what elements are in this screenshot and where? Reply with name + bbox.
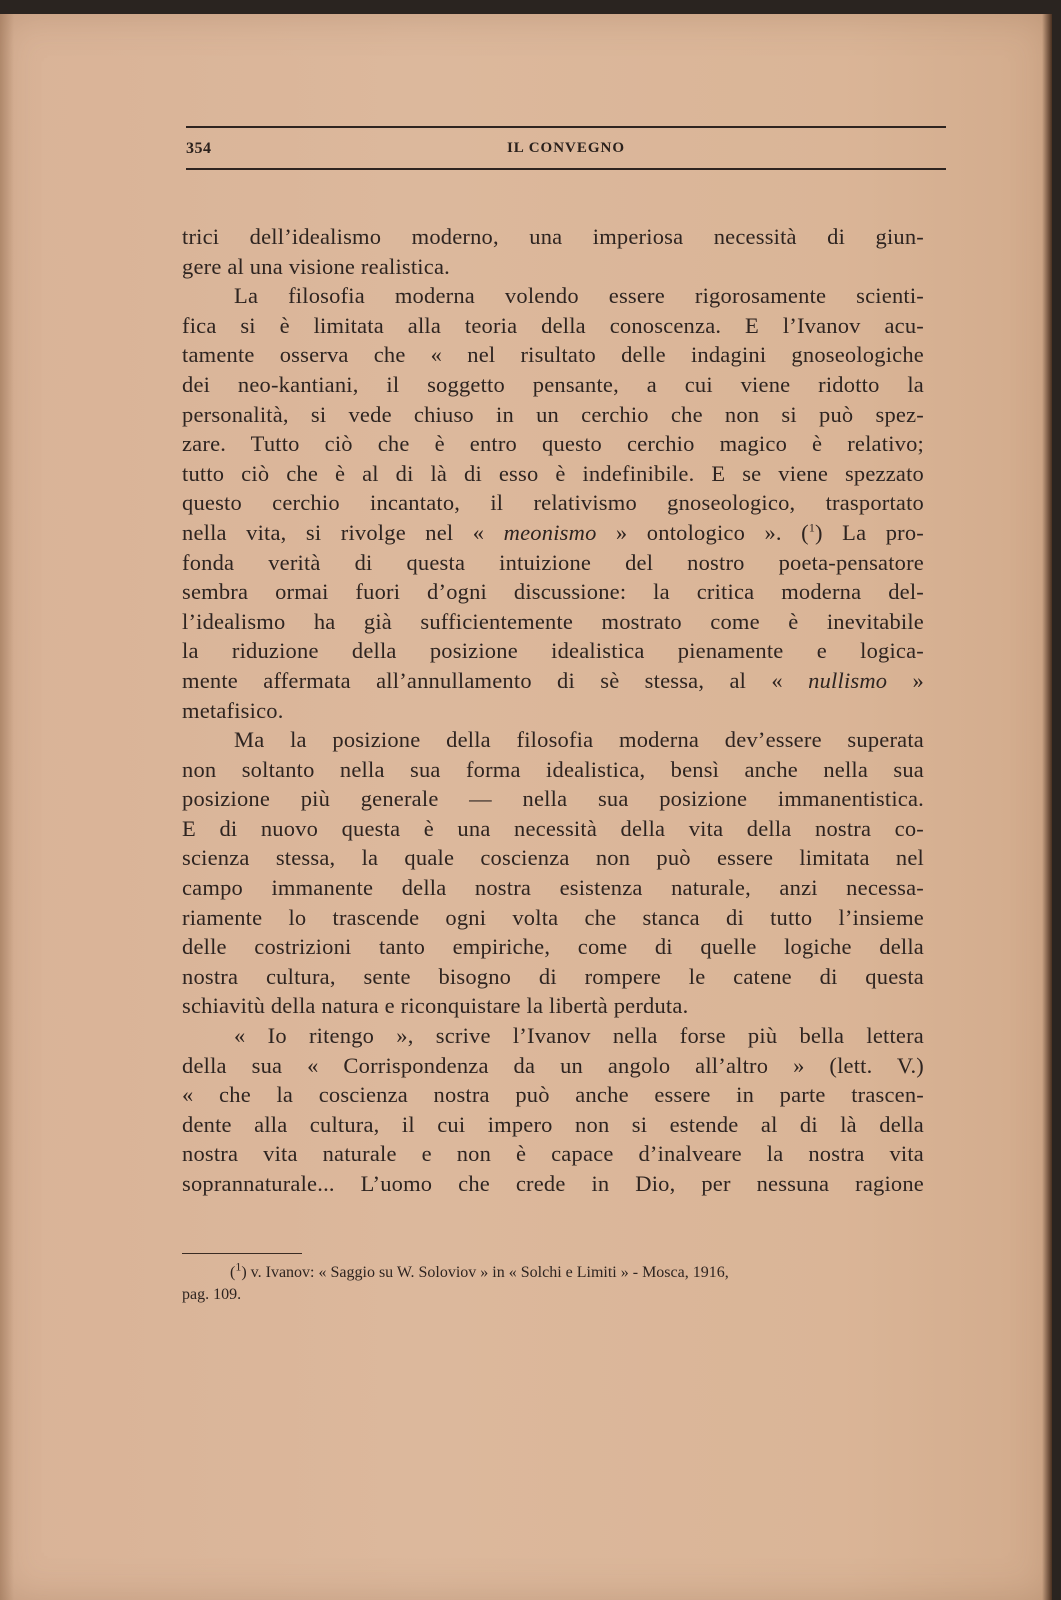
text-line: posizione più generale — nella sua posizione immanentistica.	[182, 786, 924, 812]
text-line: personalità, si vede chiuso in un cerchio che non si può spez-	[182, 401, 924, 427]
header-rule-top	[186, 126, 946, 128]
page-number: 354	[186, 140, 212, 157]
text-line: metafisico.	[182, 697, 284, 723]
footnote-rule	[182, 1253, 302, 1254]
header-rule-bottom	[186, 168, 946, 170]
text-line: nostra cultura, sente bisogno di rompere le catene di questa	[182, 963, 924, 989]
text-line: la riduzione della posizione idealistica pienamente e logica-	[182, 638, 924, 664]
footnote-marker: 1	[235, 1259, 242, 1274]
italic-term: nullismo	[808, 667, 888, 693]
text-line: nostra vita naturale e non è capace d’inalveare la nostra vita	[182, 1141, 924, 1167]
text-line: scienza stessa, la quale coscienza non può essere limitata nel	[182, 845, 924, 871]
text-line: tamente osserva che « nel risultato delle indagini gnoseologiche	[182, 342, 924, 368]
text-line: E di nuovo questa è una necessità della vita della nostra co-	[182, 815, 924, 841]
running-title: IL CONVEGNO	[506, 140, 626, 156]
text-line: tutto ciò che è al di là di esso è indefinibile. E se viene spezzato	[182, 460, 924, 486]
text-line: trici dell’idealismo moderno, una imperiosa necessità di giun-	[182, 224, 924, 249]
text-line: La filosofia moderna volendo essere rigorosamente scienti-	[234, 283, 924, 309]
text-line: sembra ormai fuori d’ogni discussione: la critica moderna del-	[182, 579, 924, 605]
text-line: fonda verità di questa intuizione del nostro poeta-pensatore	[182, 549, 924, 575]
text-line: Ma la posizione della filosofia moderna dev’essere superata	[234, 727, 924, 753]
text-line: gere al una visione realistica.	[182, 253, 450, 279]
text-line: campo immanente della nostra esistenza naturale, anzi necessa-	[182, 875, 924, 901]
text-line: « Io ritengo », scrive l’Ivanov nella forse più bella lettera	[234, 1023, 924, 1049]
footnote	[182, 1259, 924, 1306]
text-line: zare. Tutto ciò che è entro questo cerchio magico è relativo;	[182, 431, 924, 457]
footnote-line: pag. 109.	[182, 1286, 242, 1303]
text-line: della sua « Corrispondenza da un angolo all’altro » (lett. V.)	[182, 1052, 924, 1078]
text-line: fica si è limitata alla teoria della conoscenza. E l’Ivanov acu-	[182, 312, 924, 338]
footnote-line: ($^1$) v. Ivanov: « Saggio su W. Soloviov » in « Solchi e Limiti » - Mosca, 1916,	[230, 1259, 729, 1281]
text-line: riamente lo trascende ogni volta che stanca di tutto l’insieme	[182, 904, 924, 930]
text-line: dente alla cultura, il cui impero non si estende al di là della	[182, 1111, 924, 1137]
text-line: nella vita, si rivolge nel « meonismo » ontologico ». ($^1$) La pro-	[182, 519, 924, 545]
italic-term: meonismo	[503, 519, 597, 545]
text-line: questo cerchio incantato, il relativismo gnoseologico, trasportato	[182, 490, 924, 516]
text-line: mente affermata all’annullamento di sè stessa, al « nullismo »	[182, 667, 924, 693]
text-line: non soltanto nella sua forma idealistica, bensì anche nella sua	[182, 756, 924, 782]
text-line: schiavitù della natura e riconquistare la libertà perduta.	[182, 993, 689, 1019]
text-line: delle costrizioni tanto empiriche, come di quelle logiche della	[182, 934, 924, 960]
text-line: « che la coscienza nostra può anche essere in parte trascen-	[182, 1082, 924, 1108]
footnote-ref: 1	[808, 520, 816, 535]
text-line: soprannaturale... L’uomo che crede in Dio, per nessuna ragione	[182, 1171, 924, 1196]
body-text	[182, 222, 924, 1199]
text-line: l’idealismo ha già sufficientemente mostrato come è inevitabile	[182, 608, 924, 634]
running-header	[186, 140, 946, 164]
text-line: dei neo-kantiani, il soggetto pensante, a cui viene ridotto la	[182, 371, 924, 397]
